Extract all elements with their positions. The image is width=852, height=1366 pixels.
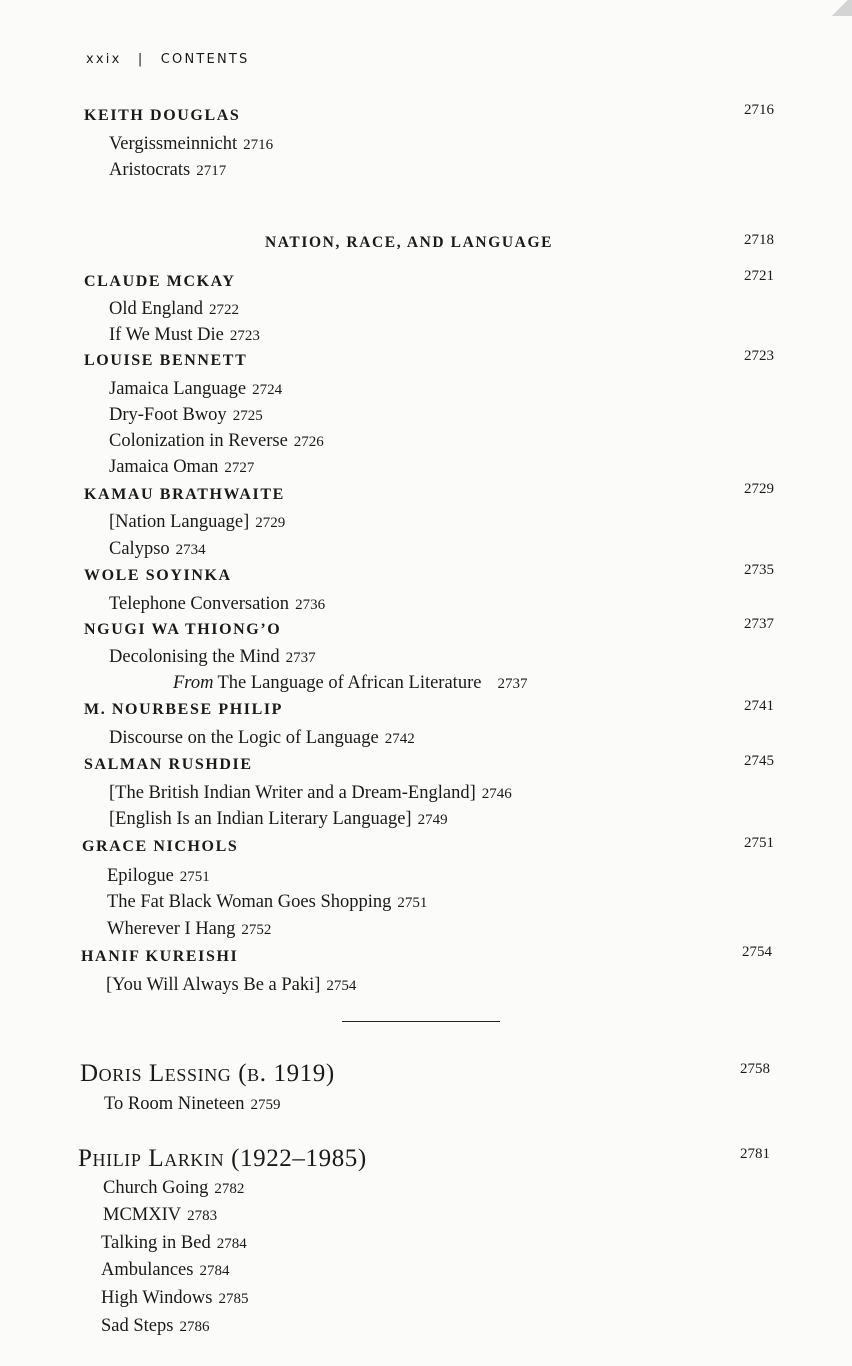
work-title: Colonization in Reverse: [109, 431, 288, 451]
work-page: 2784: [199, 1263, 230, 1279]
author-name: LOUISE BENNETT: [84, 352, 248, 369]
work-entry[interactable]: [109, 456, 254, 478]
author-name: HANIF KUREISHI: [81, 948, 239, 965]
work-entry[interactable]: [109, 430, 324, 452]
work-title: MCMXIV: [103, 1205, 182, 1225]
work-page: 2725: [232, 408, 263, 424]
work-entry[interactable]: [109, 646, 316, 668]
work-entry[interactable]: [106, 974, 356, 996]
work-title: The Language of African Literature: [217, 673, 482, 693]
work-title: Vergissmeinnicht: [109, 134, 238, 154]
work-title: Decolonising the Mind: [109, 647, 280, 667]
work-page: 2782: [214, 1181, 245, 1197]
work-page: 2724: [252, 382, 283, 398]
major-author-name: Doris Lessing (b. 1919): [80, 1060, 335, 1087]
work-title: Sad Steps: [101, 1316, 174, 1336]
sub-entry[interactable]: [173, 672, 527, 694]
work-title: Church Going: [103, 1178, 209, 1198]
work-page: 2742: [384, 731, 415, 747]
author-name: KEITH DOUGLAS: [84, 107, 241, 124]
work-page: 2785: [218, 1291, 249, 1307]
work-page: 2736: [295, 597, 326, 613]
work-title: [The British Indian Writer and a Dream-England]: [109, 783, 476, 803]
section-title: NATION, RACE, AND LANGUAGE: [265, 234, 554, 251]
work-page: 2752: [241, 922, 272, 938]
author-name: SALMAN RUSHDIE: [84, 756, 253, 773]
work-entry[interactable]: [109, 159, 226, 181]
work-entry[interactable]: [109, 538, 206, 560]
work-entry[interactable]: [109, 593, 325, 615]
work-entry[interactable]: [107, 918, 271, 940]
work-page: 2786: [179, 1319, 210, 1335]
work-page: 2749: [417, 812, 448, 828]
work-title: Jamaica Oman: [109, 457, 219, 477]
work-entry[interactable]: [101, 1287, 248, 1309]
work-page: 2723: [229, 328, 260, 344]
work-page: 2759: [250, 1097, 281, 1113]
work-page: 2717: [196, 163, 227, 179]
section-divider: [342, 1021, 500, 1022]
work-entry[interactable]: [109, 727, 415, 749]
header-title: CONTENTS: [160, 52, 250, 67]
work-title: Dry-Foot Bwoy: [109, 405, 227, 425]
section-page: 2718: [744, 232, 774, 248]
work-entry[interactable]: [101, 1315, 209, 1337]
author-name: GRACE NICHOLS: [82, 838, 239, 855]
page-number: xxix: [86, 52, 122, 67]
page-corner-artifact: [828, 0, 852, 16]
work-entry[interactable]: [107, 865, 210, 887]
author-page: 2754: [742, 944, 772, 960]
work-title: Discourse on the Logic of Language: [109, 728, 379, 748]
work-entry[interactable]: [109, 511, 285, 533]
work-page: 2783: [187, 1208, 218, 1224]
work-entry[interactable]: [104, 1093, 281, 1115]
author-name: KAMAU BRATHWAITE: [84, 486, 285, 503]
work-entry[interactable]: [109, 782, 512, 804]
author-name: CLAUDE MCKAY: [84, 273, 236, 290]
author-page: 2758: [740, 1061, 770, 1077]
work-title: Telephone Conversation: [109, 594, 290, 614]
work-page: 2784: [216, 1236, 247, 1252]
work-entry[interactable]: [103, 1177, 244, 1199]
work-page: 2737: [497, 676, 528, 692]
author-page: 2729: [744, 481, 774, 497]
work-page: 2751: [179, 869, 210, 885]
major-author-name: Philip Larkin (1922–1985): [78, 1145, 367, 1172]
work-title: The Fat Black Woman Goes Shopping: [107, 892, 392, 912]
work-entry[interactable]: [109, 298, 239, 320]
work-entry[interactable]: [107, 891, 427, 913]
author-page: 2751: [744, 835, 774, 851]
work-entry[interactable]: [109, 378, 282, 400]
author-page: 2721: [744, 268, 774, 284]
work-entry[interactable]: [103, 1204, 217, 1226]
work-title: [English Is an Indian Literary Language]: [109, 809, 412, 829]
work-page: 2726: [293, 434, 324, 450]
author-page: 2741: [744, 698, 774, 714]
work-title: Epilogue: [107, 866, 174, 886]
work-title: High Windows: [101, 1288, 213, 1308]
work-entry[interactable]: [109, 808, 448, 830]
work-page: 2746: [481, 786, 512, 802]
work-page: 2751: [397, 895, 428, 911]
work-entry[interactable]: [109, 404, 263, 426]
author-page: 2723: [744, 348, 774, 364]
work-entry[interactable]: [109, 133, 273, 155]
work-title: Wherever I Hang: [107, 919, 236, 939]
work-title: [Nation Language]: [109, 512, 250, 532]
author-page: 2716: [744, 102, 774, 118]
author-page: 2745: [744, 753, 774, 769]
author-name: WOLE SOYINKA: [84, 567, 232, 584]
work-page: 2716: [243, 137, 274, 153]
work-entry[interactable]: [101, 1259, 229, 1281]
work-entry[interactable]: [101, 1232, 247, 1254]
author-page: 2781: [740, 1146, 770, 1162]
work-title: Calypso: [109, 539, 170, 559]
author-page: 2737: [744, 616, 774, 632]
author-name: M. NOURBESE PHILIP: [84, 701, 284, 718]
work-page: 2737: [285, 650, 316, 666]
work-title: Jamaica Language: [109, 379, 247, 399]
running-header: [86, 49, 250, 71]
work-page: 2734: [175, 542, 206, 558]
work-title: Talking in Bed: [101, 1233, 211, 1253]
work-entry[interactable]: [109, 324, 260, 346]
work-title: To Room Nineteen: [104, 1094, 245, 1114]
author-page: 2735: [744, 562, 774, 578]
work-title: Aristocrats: [109, 160, 191, 180]
work-title: If We Must Die: [109, 325, 224, 345]
work-page: 2727: [224, 460, 255, 476]
work-title: Old England: [109, 299, 204, 319]
work-page: 2754: [326, 978, 357, 994]
work-title: Ambulances: [101, 1260, 194, 1280]
author-name: NGUGI WA THIONG’O: [84, 621, 282, 638]
work-page: 2722: [209, 302, 240, 318]
sub-prefix: From: [173, 673, 214, 693]
header-separator: |: [137, 52, 145, 67]
work-title: [You Will Always Be a Paki]: [106, 975, 321, 995]
work-page: 2729: [255, 515, 286, 531]
